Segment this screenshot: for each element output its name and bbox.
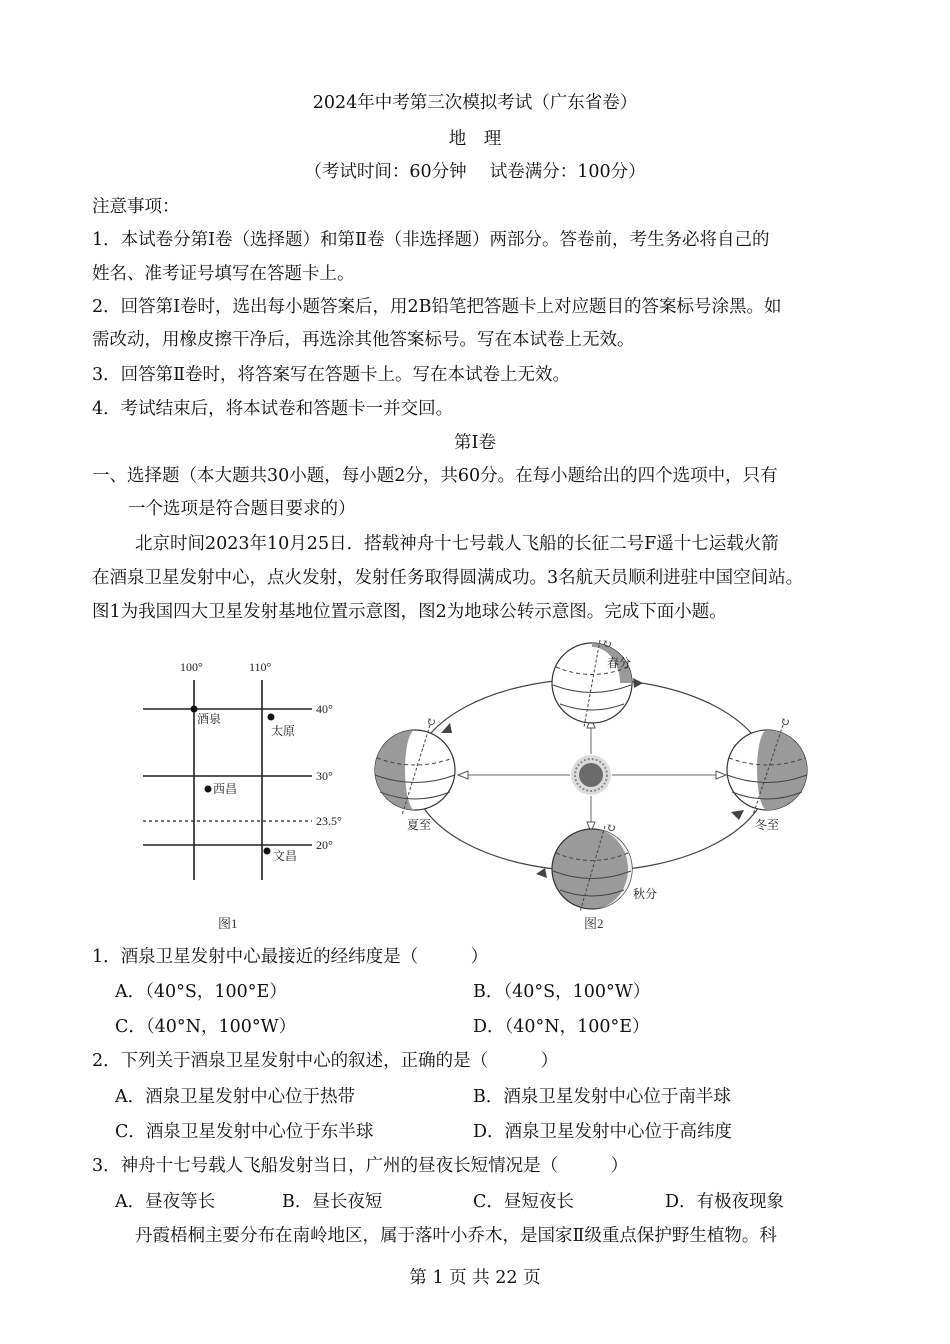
question-3-option-b: B．昼长夜短 [282,1192,383,1212]
notice-item-1-cont: 姓名、准考证号填写在答题卡上。 [92,264,355,284]
question-2-stem: 2．下列关于酒泉卫星发射中心的叙述，正确的是（ ） [92,1051,559,1071]
svg-text:↻: ↻ [602,637,613,651]
question-3-option-d: D．有极夜现象 [665,1192,785,1212]
label-taiyuan: 太原 [271,724,296,738]
notice-item-4: 4．考试结束后，将本试卷和答题卡一并交回。 [92,399,454,419]
exam-info: （考试时间：60分钟 试卷满分：100分） [304,162,646,182]
svg-text:↻: ↻ [606,821,617,835]
figure-2-caption: 图2 [584,916,604,931]
passage-2-line-1: 丹霞梧桐主要分布在南岭地区，属于落叶小乔木，是国家Ⅱ级重点保护野生植物。科 [135,1226,777,1246]
notice-item-1: 1．本试卷分第Ⅰ卷（选择题）和第Ⅱ卷（非选择题）两部分。答卷前，考生务必将自己的 [92,230,770,250]
question-2-option-a: A．酒泉卫星发射中心位于热带 [115,1087,356,1107]
question-1-option-a: A．（40°S，100°E） [115,982,287,1002]
label-jiuquan: 酒泉 [197,712,222,726]
earth-spring-equinox [552,637,632,727]
label-spring: 春分 [607,656,632,670]
figure-1-caption: 图1 [218,916,238,931]
orbit-arrow-3 [731,810,744,820]
orbit-arrow-1 [441,723,452,733]
passage-1-line-3: 图1为我国四大卫星发射基地位置示意图，图2为地球公转示意图。完成下面小题。 [92,602,727,622]
wenchang-marker [264,848,271,855]
label-lat-30: 30° [316,769,333,783]
question-3-option-c: C．昼短夜长 [473,1192,574,1212]
svg-text:↻: ↻ [426,715,437,729]
figure-1-map [143,660,342,931]
passage-1-line-2: 在酒泉卫星发射中心，点火发射，发射任务取得圆满成功。3名航天员顺利进驻中国空间站。 [92,568,804,588]
sun-icon [571,755,611,795]
notice-item-2: 2．回答第Ⅰ卷时，选出每小题答案后，用2B铅笔把答题卡上对应题目的答案标号涂黑。如 [92,297,782,317]
notice-heading: 注意事项： [92,197,180,217]
question-1-option-b: B．（40°S，100°W） [473,982,651,1002]
label-xichang: 西昌 [213,782,238,796]
label-lon-110: 110° [249,660,272,674]
label-wenchang: 文昌 [273,849,298,863]
earth-autumn-equinox [552,821,632,912]
figure-2-orbit [375,637,807,931]
orbit-arrow-2 [633,678,643,688]
page-number: 第 1 页 共 22 页 [409,1268,541,1288]
label-autumn: 秋分 [633,887,658,901]
part-heading-cont: 一个选项是符合题目要求的） [128,499,356,519]
question-2-option-c: C．酒泉卫星发射中心位于东半球 [115,1122,374,1142]
question-3-option-a: A．昼夜等长 [115,1192,216,1212]
passage-1-line-1: 北京时间2023年10月25日．搭载神舟十七号载人飞船的长征二号F遥十七运载火箭 [135,534,779,554]
subject-title: 地 理 [448,129,502,149]
label-summer: 夏至 [407,818,432,832]
label-lat-20: 20° [316,838,333,852]
question-2-option-d: D．酒泉卫星发射中心位于高纬度 [473,1122,733,1142]
question-1-option-c: C．（40°N，100°W） [115,1017,297,1037]
earth-summer-solstice [375,715,455,815]
arrowhead-right [716,771,726,779]
taiyuan-marker [268,714,275,721]
volume-heading: 第Ⅰ卷 [454,433,496,453]
arrowhead-left [458,771,468,779]
label-lat-23-5: 23.5° [316,814,342,828]
question-2-option-b: B．酒泉卫星发射中心位于南半球 [473,1087,731,1107]
label-winter: 冬至 [755,818,780,832]
question-1-option-d: D．（40°N，100°E） [473,1017,650,1037]
part-heading: 一、选择题（本大题共30小题，每小题2分，共60分。在每小题给出的四个选项中，只有 [92,466,778,486]
notice-item-3: 3．回答第Ⅱ卷时，将答案写在答题卡上。写在本试卷上无效。 [92,365,571,385]
xichang-marker [205,786,212,793]
question-1-stem: 1．酒泉卫星发射中心最接近的经纬度是（ ） [92,947,489,967]
notice-item-2-cont: 需改动，用橡皮擦干净后，再选涂其他答案标号。写在本试卷上无效。 [92,330,635,350]
earth-winter-solstice [727,715,807,815]
orbit-arrow-4 [536,868,547,878]
svg-text:↻: ↻ [780,715,791,729]
question-3-stem: 3．神舟十七号载人飞船发射当日，广州的昼夜长短情况是（ ） [92,1156,629,1176]
label-lon-100: 100° [180,660,203,674]
label-lat-40: 40° [316,702,333,716]
exam-title: 2024年中考第三次模拟考试（广东省卷） [312,93,638,113]
